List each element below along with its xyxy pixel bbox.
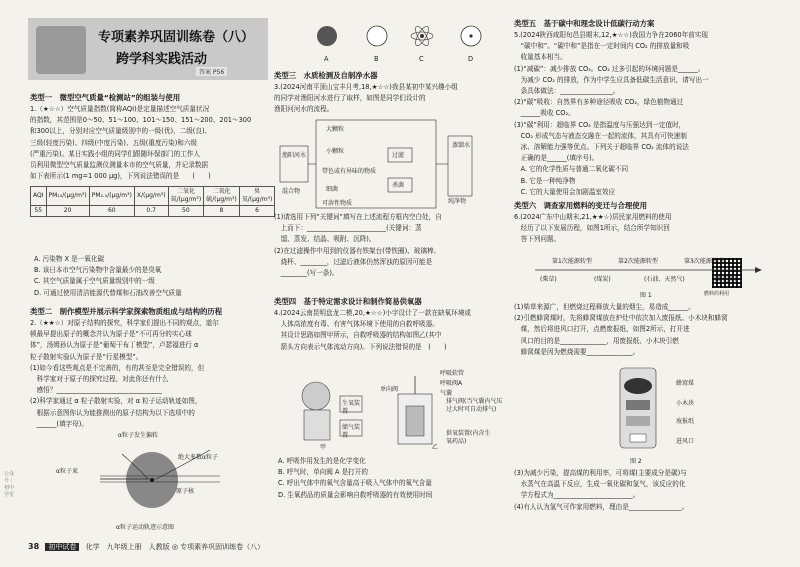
water-flow-diagram (278, 118, 504, 210)
section-5-title: 类型五 基于碳中和理念设计低碳行动方案 (514, 19, 655, 28)
resp-oxygen-box: 供氧装置(内含生氧药品) (446, 430, 491, 445)
transition-3: 第3次能源转型 (684, 258, 724, 265)
answer-tag: 答案 P56 (196, 67, 227, 76)
fuel-straw: (柴草) (540, 276, 557, 283)
flow-filter: 过滤 (392, 152, 405, 159)
question-1-text: 1.（★☆☆）空气质量指数(简称AQI)是定量描述空气质量状况 的指数，其范围是0～50、51～100、101～150、151～200、201～300 和300以上，分别对应空气质量级别中的一级(优)、二级(良)、 三级(轻度污染)、四级(中度污染)、五级(重度污染)和六级 (严重污染)。某日实践小组的同学们跟随环保部门的工作人 员利用微型空气质量监测仪测量本市的空气质量，并记录数据 如下表所示(1 mg=1 000 μg)，下列说法错误的是 ( ) (30, 105, 252, 181)
resp-valve-a: 呼吸阀A (440, 380, 463, 387)
footer-text: 化学 九年级上册 人教版 ◎ 专项素养巩固训练卷（八） (85, 543, 265, 551)
flow-large: 大颗粒 (326, 126, 345, 133)
section-1-title: 类型一 微型空气质量“检测站”的组装与使用 (30, 93, 181, 102)
atom-label-a: A (324, 55, 329, 63)
banner-subtitle: 跨学科实践活动 (116, 52, 208, 67)
flow-pure: 纯净物 (448, 198, 467, 205)
transition-2: 第2次能源转型 (618, 258, 658, 265)
resp-exhaust-valve: 排气阀(当气囊内气压过大时可自动排气) (446, 398, 503, 413)
stove-wood: 小木块 (676, 400, 695, 407)
fig-label-most: 绝大多数α粒子 (178, 454, 218, 461)
nucleus-icon (150, 478, 154, 482)
section-6-title: 类型六 调查家用燃料的变迁与合理使用 (514, 201, 648, 210)
table-header-row: AQI PM₁₀/(μg/m³) PM₂.₅/(μg/m³) X/(μg/m³) 二氧化氮/(μg/m³) 二氧化硫/(μg/m³) 臭氧/(μg/m³) (31, 187, 275, 206)
qr-label: 燃料的利用 (704, 291, 730, 297)
alpha-scatter-figure (80, 432, 230, 532)
flow-sterilize: 杀菌 (392, 182, 405, 189)
atom-label-b: B (374, 55, 379, 63)
banner-title: 专项素养巩固训练卷（八） (98, 30, 255, 45)
flow-mixture: 混合物 (282, 188, 301, 195)
question-6-text: 6.(2024广东中山期末,21,★★☆)居民家用燃料的使用 经历了以下发展历程，如图1所示，结合所学知识回 答下列问题。 (514, 213, 672, 244)
resp-oneway-valve: 单向阀 (380, 386, 399, 393)
stove-inlet: 进风口 (676, 438, 695, 445)
fig1-caption: 图 1 (640, 292, 652, 299)
atom-label-c: C (419, 55, 424, 63)
stove-figure (610, 364, 670, 456)
fig-caption-alpha: α粒子运动轨迹示意图 (116, 524, 174, 531)
question-4-options: A. 呼吸作用发生的是化学变化 B. 呼气时，单向阀 A 是打开的 C. 呼出气体中的氧气含量高于吸入气体中的氧气含量 D. 生氧药品的质量会影响自救呼吸器的有效使用时间 (278, 457, 433, 499)
fuel-new: (新能源) (714, 276, 737, 283)
atom-model-a-icon (317, 26, 337, 46)
title-banner (28, 18, 268, 80)
transition-1: 第1次能源转型 (552, 258, 592, 265)
page-number: 38 (28, 542, 40, 551)
resp-airbag: 气囊 (440, 390, 453, 397)
fig-caption-jia: 甲 (320, 444, 327, 451)
resp-storage: 储气装置 (342, 424, 361, 439)
footer-brand: 初中试卷 (45, 543, 79, 551)
atom-model-b-icon (367, 26, 387, 46)
aqi-table (30, 186, 275, 217)
fig-label-deflect: α粒子发生偏转 (118, 432, 158, 439)
table-row: 55 20 60 0.7 50 8 6 (31, 206, 275, 217)
flow-bacteria: 细菌 (326, 186, 339, 193)
coal-briquette-icon (624, 378, 652, 394)
stove-paper: 废报纸 (676, 418, 695, 425)
question-3-text: 3.(2024河南平顶山宝丰月考,18,★☆☆)我县某初中某兴趣小组 的同学对渔阳河水进行了取样，如图是同学们设计的 渔阳河河水的流程。 (274, 83, 458, 114)
flow-small: 小颗粒 (326, 148, 345, 155)
section-3-title: 类型三 水质检测及自制净水器 (274, 71, 378, 80)
question-6-sub: (1)柴草来源广，但燃烧过程释放大量的烟尘，易造成______。 (2)引燃蜂窝煤时，先将蜂窝煤放在炉灶中依次加入废报纸、小木块和蜂窝 煤，然后将进风口打开，点燃废报纸，如图2所示，打开进 风口的目的是______________，用废报纸、小木块引燃 蜂窝煤是因为燃烧需要______________。 (514, 303, 728, 356)
page-footer (28, 542, 278, 554)
flow-soluble: 可溶性物质 (322, 200, 353, 207)
fig2-caption: 图 2 (630, 458, 642, 465)
stove-briquette: 蜂窝煤 (676, 380, 695, 387)
section-4-title: 类型四 基于特定需求设计和制作简易供氧器 (274, 297, 422, 306)
question-2-text: 2.（★★☆）对原子结构的探究，科学家们提出不同的观点，道尔 顿最早提出原子的概念并认为原子是“不可再分的实心球 体”，汤姆孙认为原子是“葡萄干布丁模型”，卢瑟福进行 α 粒子散射实验认为原子是“行星模型”。 (1)如今看这些观点是不完善的，有的甚至是完全错误的，但 科学家对于原子的探究过程，对此你还有什么 感悟？________________________________ (2)科学家通过 α 粒子散射实验，对 α 粒子运动轨迹如图， 根据示意图你认为能推测出的原子结构为以下选项中的 ______(填字母)。 (30, 319, 219, 428)
fig-label-beam: α粒子束 (56, 468, 78, 475)
question-1-options: A. 污染物 X 是一氧化碳 B. 该日本市空气污染物中含量最少的是臭氧 C. 其空气质量属于空气质量级别中的一级 D. 可通过使用清洁能源代替煤和石油改善空气质量 (34, 255, 182, 297)
fig-caption-yi: 乙 (432, 444, 439, 451)
fuel-oil-gas: (石油、天然气) (644, 276, 685, 283)
question-3-sub: (1)请选用下列“关键词”填写在上述流程方框内空白处，自 上而下：________________________(关键词：蒸 馏、蒸发、结晶、吸附、沉降)。 (2)在过滤操作中用到的仪器有铁架台(带铁圈)、玻璃棒、 烧杯、________，过滤后液体仍然浑浊的原因可能是 ________(写一条)。 (274, 213, 442, 278)
atom-model-d-icon (461, 26, 481, 46)
question-5-text: 5.(2024陕西咸阳旬邑县期末,12,★☆☆)我国力争在2060年前实现 “碳中和”。“碳中和”是指在一定时间内 CO₂ 的排放量和吸 收量基本相当。 (1)“减碳”：减少排放 CO₂。CO₂ 过多引起的环境问题是______。 为减少 CO₂ 的排放，作为中学生应具备低碳生活意识，请写出一 条具体做法：________________。 (2)“碳”吸收：自然界有多种途径吸收 CO₂，绿色植物通过 ______吸收 CO₂。 (3)“碳”利用：超临界 CO₂ 是指温度与压强达到一定值时， CO₂ 形成气态与液态交融在一起的流体，其具有可快速制 冰、溶解能力强等优点。下列关于超临界 CO₂ 流体的说法 正确的是______(填序号)。 A. 它的化学性质与普通二氧化碳不同 B. 它是一种纯净物 C. 它的大量使用会加剧温室效应 (514, 31, 709, 196)
side-watermark: 公众号｜初中学堂 (4, 471, 15, 498)
section-2-title: 类型二 制作模型并展示科学家探索物质组成与结构的历程 (30, 307, 223, 316)
flow-river: 渔阳河水 (282, 152, 307, 159)
atom-label-d: D (468, 55, 474, 63)
banner-illustration (36, 26, 86, 74)
fuel-coal: (煤炭) (594, 276, 611, 283)
resp-hose: 呼吸软管 (440, 370, 465, 377)
atom-models-figure (305, 22, 505, 64)
flow-distilled: 蒸馏水 (452, 142, 471, 149)
fig-label-nucleus: 原子核 (176, 488, 195, 495)
atom-model-c-icon (411, 24, 433, 47)
question-4-text: 4.(2024云南昆明盘龙二模,20,★☆☆)小宇设计了一款在缺氧环境或 人体高浓度有毒、有害气体环境下使用的自救呼吸器。 其设计思路如图甲所示，自救呼吸器的结构如图乙(其中 箭头方向表示气体流动方向)。下列说法错误的是 ( ) (274, 309, 472, 351)
resp-gen-device: 生氧装置 (342, 400, 361, 415)
flow-color: 带色或有异味的物质 (322, 168, 377, 175)
person-icon (302, 382, 330, 410)
question-6-sub2: (3)为减少污染，提高煤的利用率，可将煤(主要成分是碳)与 水蒸气在高温下反应，生成一氧化碳和氢气，该反应的化 学方程式为________________________。 (4)有人认为氢气可作家用燃料，理由是________________。 (514, 469, 689, 511)
